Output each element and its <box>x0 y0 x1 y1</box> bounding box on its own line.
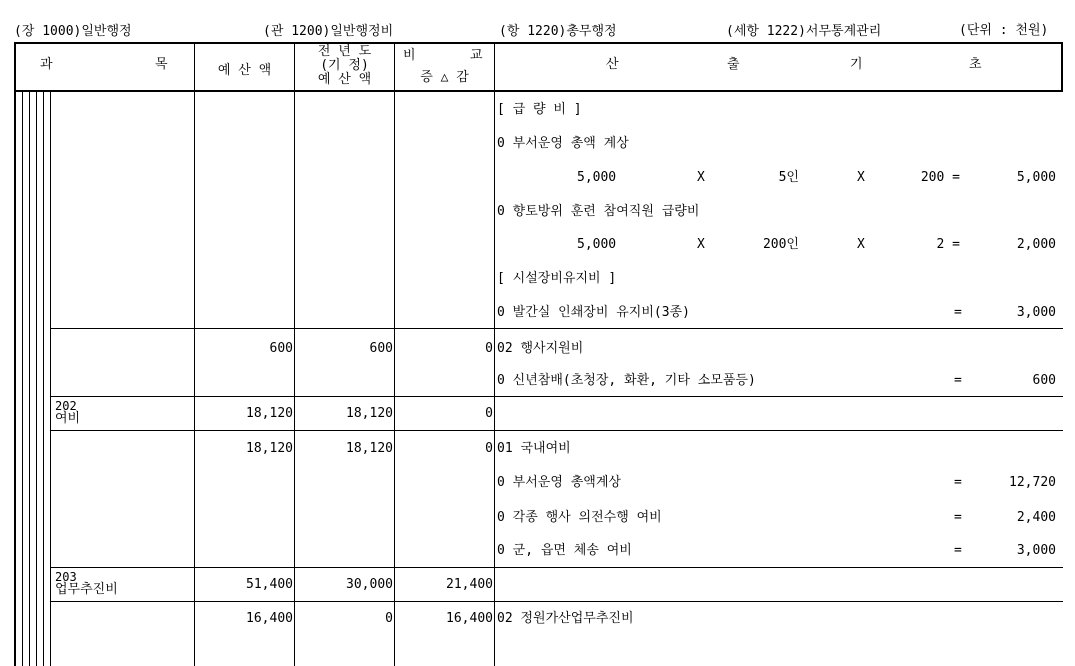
calc-line: 0 신년참배(초청장, 화환, 기타 소모품등) <box>497 373 756 388</box>
calc-line: 0 발간실 인쇄장비 유지비(3종) <box>497 305 690 320</box>
unit-label: (단위 : 천원) <box>959 23 1049 38</box>
calc-amount: 5,000 <box>1016 170 1056 185</box>
calc-value: 5,000 <box>577 237 617 252</box>
calc-equals: = <box>954 305 962 320</box>
col-compare-line2: 증 △ 감 <box>420 70 469 85</box>
budget-cell: 16,400 <box>246 611 293 626</box>
col-budget: 예 산 액 <box>217 63 272 78</box>
calc-amount: 2,000 <box>1016 237 1056 252</box>
prev-budget-cell: 0 <box>385 611 393 626</box>
calc-value: 5인 <box>778 170 799 185</box>
prev-budget-cell: 600 <box>369 341 393 356</box>
col-compare-b: 교 <box>470 48 483 63</box>
diff-cell: 0 <box>485 341 493 356</box>
prev-budget-cell: 30,000 <box>346 577 393 592</box>
budget-cell: 51,400 <box>246 577 293 592</box>
prev-budget-cell: 18,120 <box>346 406 393 421</box>
calc-operator: X <box>857 237 865 252</box>
budget-cell: 18,120 <box>246 441 293 456</box>
calc-equals: = <box>954 543 962 558</box>
col-calc-3: 기 <box>850 57 863 72</box>
col-compare-a: 비 <box>403 48 416 63</box>
sehang-label: (세항 1222)서무통계관리 <box>726 24 882 39</box>
col-calc-4: 초 <box>969 57 982 72</box>
diff-cell: 21,400 <box>446 577 493 592</box>
budget-cell: 600 <box>269 341 293 356</box>
calc-line: 02 정원가산업무추진비 <box>497 611 634 626</box>
col-prev-line3: 예 산 액 <box>317 72 372 87</box>
calc-line: 0 향토방위 훈련 참여직원 급량비 <box>497 204 700 219</box>
hang-label: (항 1220)총무행정 <box>499 24 617 39</box>
jang-label: (장 1000)일반행정 <box>14 24 132 39</box>
col-gwamok-right: 목 <box>155 57 168 72</box>
gwan-label: (관 1200)일반행정비 <box>263 24 394 39</box>
calc-line: 0 부서운영 총액계상 <box>497 475 621 490</box>
calc-line: [ 시설장비유지비 ] <box>497 271 617 286</box>
calc-operator: X <box>697 170 705 185</box>
diff-cell: 0 <box>485 441 493 456</box>
item-code: 203 <box>55 570 77 584</box>
calc-equals: = <box>954 373 962 388</box>
calc-value: 2 = <box>936 237 960 252</box>
calc-line: 01 국내여비 <box>497 441 571 456</box>
calc-operator: X <box>857 170 865 185</box>
calc-amount: 12,720 <box>1009 475 1056 490</box>
calc-line: 0 부서운영 총액 계상 <box>497 136 629 151</box>
col-calc-2: 출 <box>727 57 740 72</box>
calc-line: [ 급 량 비 ] <box>497 102 582 117</box>
calc-line: 0 군, 읍면 체송 여비 <box>497 543 632 558</box>
item-code: 202 <box>55 399 77 413</box>
calc-line: 0 각종 행사 의전수행 여비 <box>497 510 662 525</box>
prev-budget-cell: 18,120 <box>346 441 393 456</box>
item-name: 여비 <box>55 411 81 426</box>
calc-operator: X <box>697 237 705 252</box>
diff-cell: 0 <box>485 406 493 421</box>
calc-equals: = <box>954 510 962 525</box>
calc-amount: 600 <box>1032 373 1056 388</box>
calc-value: 200인 <box>762 237 799 252</box>
diff-cell: 16,400 <box>446 611 493 626</box>
col-prev-line1: 전 년 도 <box>317 44 372 59</box>
item-name: 업무추진비 <box>55 582 118 597</box>
calc-amount: 2,400 <box>1016 510 1056 525</box>
calc-line: 02 행사지원비 <box>497 341 584 356</box>
calc-amount: 3,000 <box>1016 305 1056 320</box>
budget-cell: 18,120 <box>246 406 293 421</box>
calc-amount: 3,000 <box>1016 543 1056 558</box>
calc-value: 5,000 <box>577 170 617 185</box>
calc-value: 200 = <box>920 170 960 185</box>
col-gwamok-left: 과 <box>40 57 53 72</box>
col-prev-line2: (기 정) <box>320 58 369 73</box>
calc-equals: = <box>954 475 962 490</box>
col-calc-1: 산 <box>606 57 619 72</box>
